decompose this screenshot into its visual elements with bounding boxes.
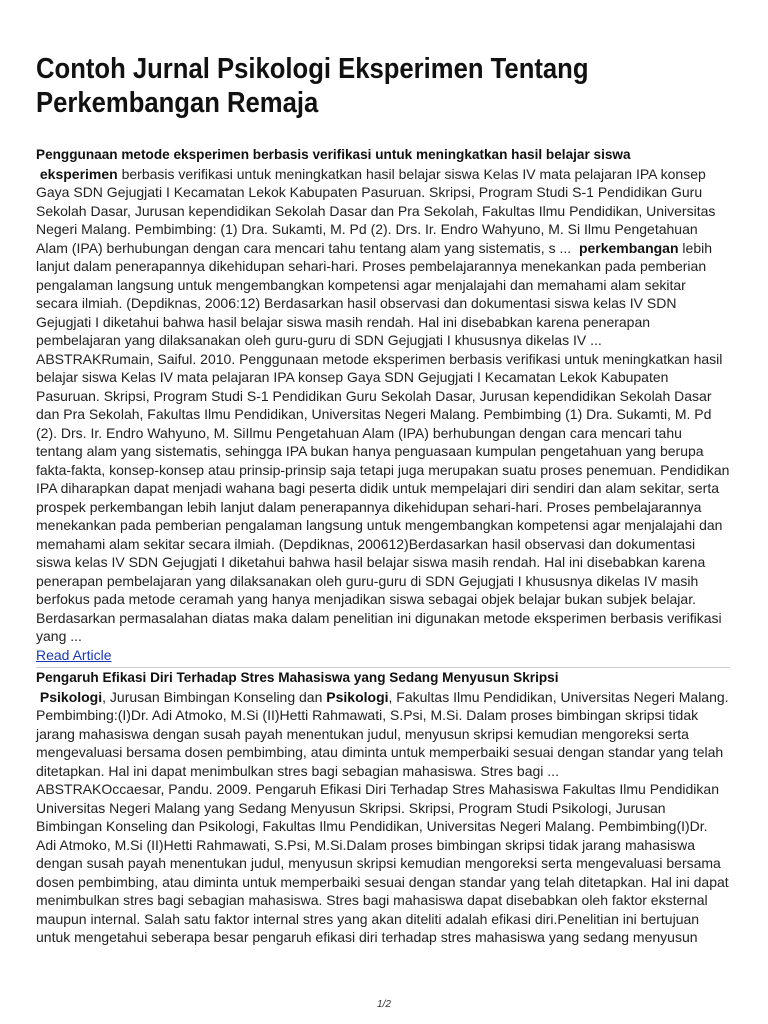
- article-list: [36, 146, 730, 947]
- article-item: [36, 146, 730, 664]
- article-title: Penggunaan metode eksperimen berbasis verifikasi untuk meningkatkan hasil belajar siswa: [36, 147, 631, 162]
- snippet-text: berbasis verifikasi untuk meningkatkan hasil belajar siswa Kelas IV mata pelajaran IPA konsep Gaya SDN Gejugjati I Kecamatan Lekok Kabupaten Pasuruan. Skripsi, Program Studi S-1 Pendidikan Guru Sekolah Dasar, Jurusan kependidikan Sekolah Dasar dan Pra Sekolah, Fakultas Ilmu Pendidikan, Universitas Negeri Malang. Pembimbing: (1) Dra. Sukamti, M. Pd (2). Drs. Ir. Endro Wahyuno, M. Si Ilmu Pengetahuan Alam (IPA) berhubungan dengan cara mencari tahu tentang alam yang sistematis, s ...: [36, 165, 716, 256]
- page-title: Contoh Jurnal Psikologi Eksperimen Tentang Perkembangan Remaja: [36, 53, 589, 119]
- article-snippet: [36, 165, 730, 350]
- article-abstract: ABSTRAKRumain, Saiful. 2010. Penggunaan metode eksperimen berbasis verifikasi untuk meningkatkan hasil belajar siswa Kelas IV mata pelajaran IPA konsep Gaya SDN Gejugjati I Kecamatan Lekok Kabupaten Pasuruan. Skripsi, Program Studi S-1 Pendidikan Guru Sekolah Dasar, Jurusan kependidikan Sekolah Dasar dan Pra Sekolah, Fakultas Ilmu Pendidikan, Universitas Negeri Malang. Pembimbing (1) Dra. Sukamti, M. Pd (2). Drs. Ir. Endro Wahyuno, M. SiIlmu Pengetahuan Alam (IPA) berhubungan dengan cara mencari tahu tentang alam yang sistematis, sehingga IPA bukan hanya penguasaan kumpulan pengetahuan yang berupa fakta-fakta, konsep-konsep atau prinsip-prinsip saja tetapi juga merupakan suatu proses penemuan. Pendidikan IPA diharapkan dapat menjadi wahana bagi peserta didik untuk mempelajari diri sendiri dan alam sekitar, serta prospek perkembangan lebih lanjut dalam penerapannya dikehidupan sehari-hari. Proses pembelajarannya menekankan pada pemberian pengalaman langsung untuk mengembangkan kompetensi agar menjalajahi dan memahami alam sekitar secara ilmiah. (Depdiknas, 200612)Berdasarkan hasil observasi dan dokumentasi siswa kelas IV SDN Gejugjati I diketahui bahwa hasil belajar siswa masih rendah. Hal ini disebabkan karena penerapan pembelajaran yang dilaksanakan oleh guru-guru di SDN Gejugjati I khususnya dikelas IV masih berfokus pada metode ceramah yang hanya menjadikan siswa sebagai objek belajar bukan subjek belajar. Berdasarkan permasalahan diatas maka dalam penelitian ini digunakan metode eksperimen berbasis verifikasi yang ...: [36, 350, 730, 644]
- article-title: Pengaruh Efikasi Diri Terhadap Stres Mahasiswa yang Sedang Menyusun Skripsi: [36, 670, 559, 685]
- article-item: [36, 669, 730, 947]
- article-snippet: [36, 688, 730, 781]
- keyword-highlight: eksperimen: [39, 165, 118, 182]
- snippet-text: , Jurusan Bimbingan Konseling dan: [102, 688, 327, 705]
- keyword-highlight: Psikologi: [326, 688, 389, 705]
- keyword-highlight: Psikologi: [39, 688, 103, 705]
- page-number: 1/2: [377, 999, 391, 1010]
- keyword-highlight: perkembangan: [578, 239, 679, 256]
- snippet-text: lebih lanjut dalam penerapannya dikehidupan sehari-hari. Proses pembelajarannya menekankan pada pemberian pengalaman langsung untuk mengembangkan kompetensi agar menjalajahi dan memahami alam sekitar secara ilmiah. (Depdiknas, 2006:12) Berdasarkan hasil observasi dan dokumentasi siswa kelas IV SDN Gejugjati I diketahui bahwa hasil belajar siswa masih rendah. Hal ini disebabkan karena penerapan pembelajaran yang dilaksanakan oleh guru-guru di SDN Gejugjati I khususnya dikelas IV ...: [36, 239, 712, 348]
- article-abstract: ABSTRAKOccaesar, Pandu. 2009. Pengaruh Efikasi Diri Terhadap Stres Mahasiswa Fakultas Ilmu Pendidikan Universitas Negeri Malang yang Sedang Menyusun Skripsi. Skripsi, Program Studi Psikologi, Jurusan Bimbingan Konseling dan Psikologi, Fakultas Ilmu Pendidikan, Universitas Negeri Malang. Pembimbing(I)Dr. Adi Atmoko, M.Si (II)Hetti Rahmawati, S.Psi, M.Si.Dalam proses bimbingan skripsi tidak jarang mahasiswa dengan susah payah menentukan judul, menyusun skripsi kemudian mengoreksi serta mengevaluasi bersama dosen pembimbing, atau diminta untuk memperbaiki sesuai dengan standar yang telah ditetapkan. Hal ini dapat menimbulkan stres bagi sebagian mahasiswa. Stres bagi mahasiswa dapat disebabkan oleh faktor eksternal maupun internal. Salah satu faktor internal stres yang akan diteliti adalah efikasi diri.Penelitian ini bertujuan untuk mengetahui seberapa besar pengaruh efikasi diri terhadap stres mahasiswa yang sedang menyusun: [36, 781, 729, 945]
- article-divider: [36, 667, 730, 668]
- read-article-link[interactable]: Read Article: [36, 646, 112, 663]
- snippet-text: , Fakultas Ilmu Pendidikan, Universitas Negeri Malang. Pembimbing:(I)Dr. Adi Atmoko, M.Si (II)Hetti Rahmawati, S.Psi, M.Si. Dalam proses bimbingan skripsi tidak jarang mahasiswa dengan susah payah menentukan judul, menyusun skripsi kemudian mengoreksi serta mengevaluasi bersama dosen pembimbing, atau diminta untuk memperbaiki sesuai dengan standar yang telah ditetapkan. Hal ini dapat menimbulkan stres bagi sebagian mahasiswa. Stres bagi ...: [36, 688, 729, 779]
